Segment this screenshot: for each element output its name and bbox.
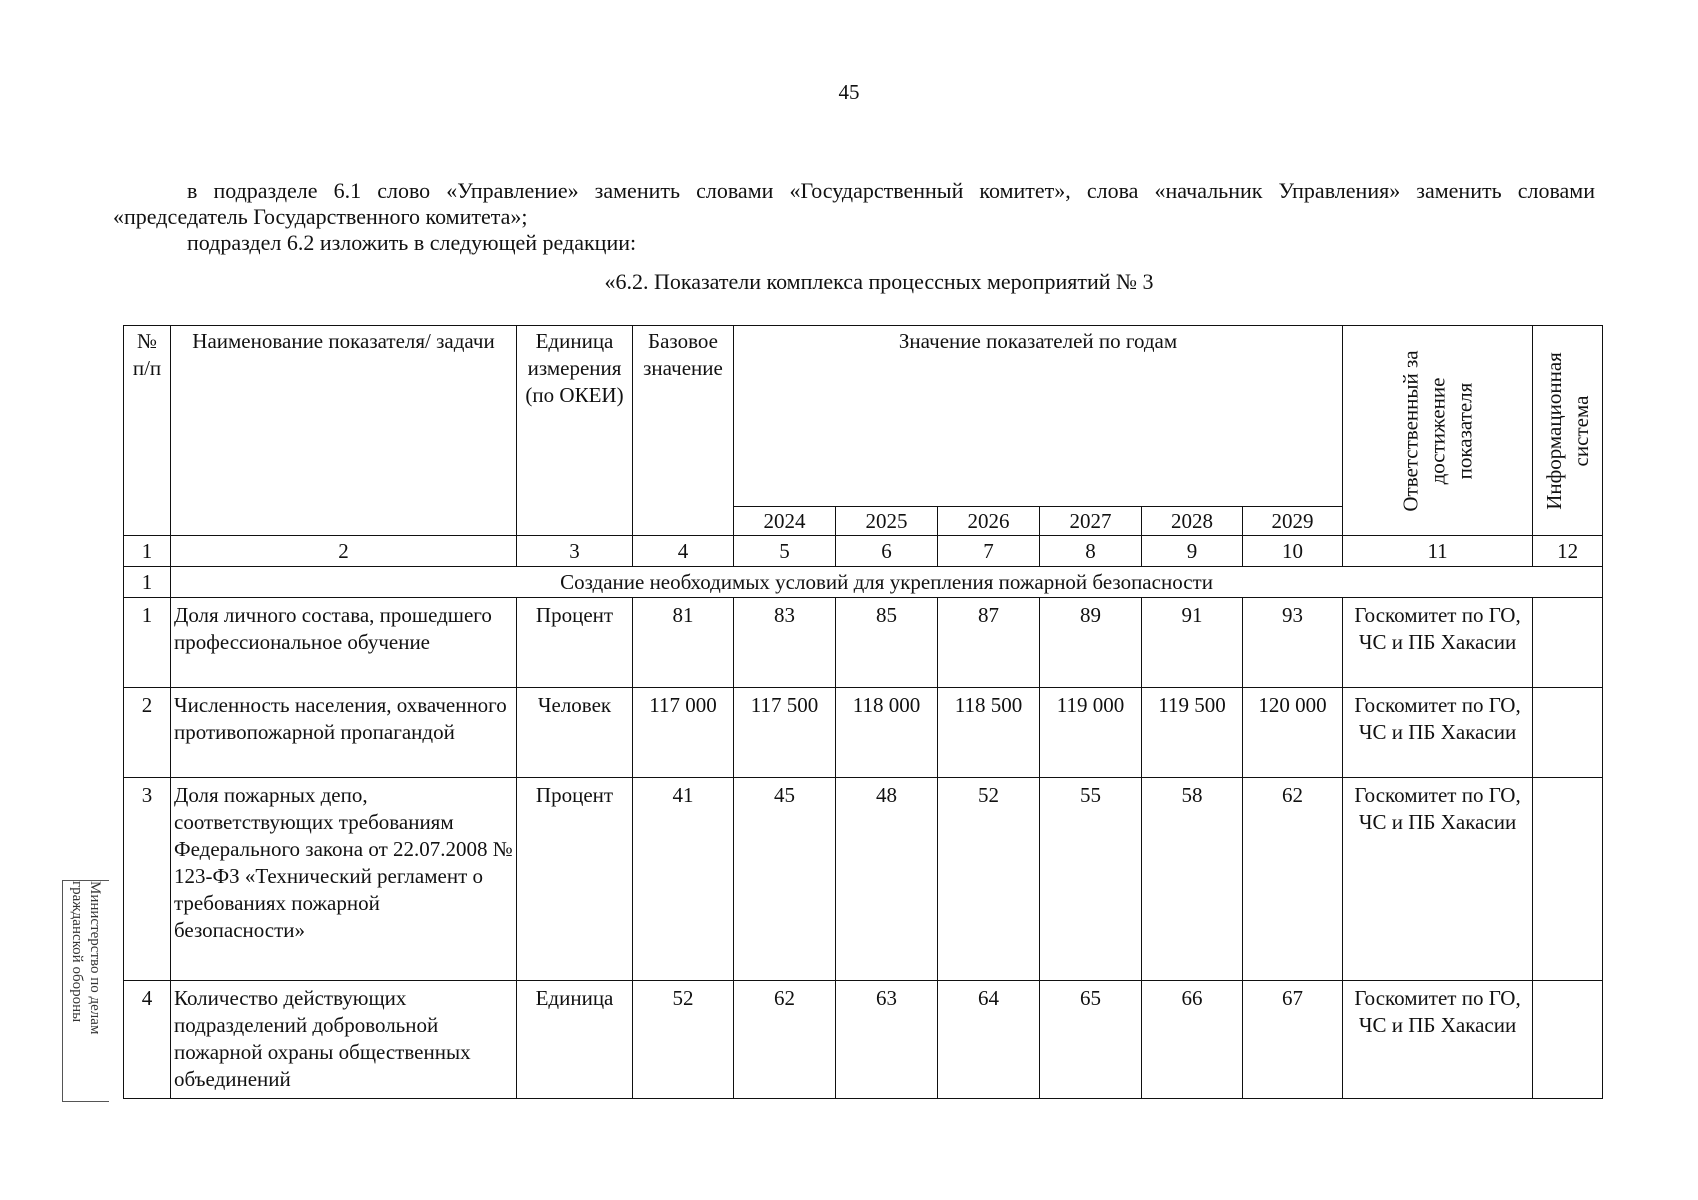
column-number: 4	[633, 536, 734, 567]
table-row	[124, 778, 1603, 981]
header-responsible	[1343, 326, 1533, 536]
column-number: 6	[836, 536, 938, 567]
value-2028: 91	[1142, 598, 1243, 688]
page-number: 45	[838, 80, 860, 104]
indicators-table	[123, 325, 1603, 1099]
value-2025: 118 000	[836, 688, 938, 778]
info-system	[1533, 598, 1603, 688]
value-2029: 67	[1243, 981, 1343, 1099]
table-title: «6.2. Показатели комплекса процессных мероприятий № 3	[604, 269, 1154, 294]
column-number: 11	[1343, 536, 1533, 567]
header-base: Базовое значение	[633, 326, 734, 536]
responsible: Госкомитет по ГО, ЧС и ПБ Хакасии	[1343, 981, 1533, 1099]
section-title: Создание необходимых условий для укрепления пожарной безопасности	[171, 567, 1603, 598]
responsible: Госкомитет по ГО, ЧС и ПБ Хакасии	[1343, 778, 1533, 981]
row-number: 4	[124, 981, 171, 1099]
value-2029: 62	[1243, 778, 1343, 981]
value-2024: 83	[734, 598, 836, 688]
column-number: 2	[171, 536, 517, 567]
table-row	[124, 598, 1603, 688]
year-2028: 2028	[1142, 507, 1243, 536]
table-row	[124, 688, 1603, 778]
indicator-unit: Процент	[517, 778, 633, 981]
value-2025: 48	[836, 778, 938, 981]
header-row-top	[124, 326, 1603, 507]
responsible: Госкомитет по ГО, ЧС и ПБ Хакасии	[1343, 688, 1533, 778]
value-2025: 85	[836, 598, 938, 688]
header-info-system-text: Информационная система	[1541, 351, 1593, 510]
indicator-name: Численность населения, охваченного противопожарной пропагандой	[171, 688, 517, 778]
column-number: 9	[1142, 536, 1243, 567]
intro-text	[113, 178, 1595, 256]
indicator-name: Доля пожарных депо, соответствующих требованиям Федерального закона от 22.07.2008 № 123-ФЗ «Технический регламент о требованиях пожарной безопасности»	[171, 778, 517, 981]
year-2029: 2029	[1243, 507, 1343, 536]
year-2024: 2024	[734, 507, 836, 536]
header-unit: Единица измерения (по ОКЕИ)	[517, 326, 633, 536]
value-2026: 52	[938, 778, 1040, 981]
value-2029: 93	[1243, 598, 1343, 688]
info-system	[1533, 688, 1603, 778]
info-system	[1533, 981, 1603, 1099]
stamp-text	[68, 881, 104, 1101]
row-number: 1	[124, 598, 171, 688]
responsible: Госкомитет по ГО, ЧС и ПБ Хакасии	[1343, 598, 1533, 688]
value-2026: 64	[938, 981, 1040, 1099]
value-2028: 58	[1142, 778, 1243, 981]
stamp-line-1: Министерство по делам	[87, 881, 103, 1035]
column-number: 3	[517, 536, 633, 567]
indicator-name: Доля личного состава, прошедшего профессиональное обучение	[171, 598, 517, 688]
value-2025: 63	[836, 981, 938, 1099]
value-2027: 65	[1040, 981, 1142, 1099]
value-2027: 89	[1040, 598, 1142, 688]
info-system	[1533, 778, 1603, 981]
header-info-system	[1533, 326, 1603, 536]
value-2026: 87	[938, 598, 1040, 688]
column-number: 12	[1533, 536, 1603, 567]
intro-paragraph-2: подраздел 6.2 изложить в следующей редакции:	[187, 230, 637, 255]
row-number: 2	[124, 688, 171, 778]
value-2024: 62	[734, 981, 836, 1099]
header-years-group: Значение показателей по годам	[734, 326, 1343, 507]
column-number: 8	[1040, 536, 1142, 567]
value-2027: 119 000	[1040, 688, 1142, 778]
indicator-name: Количество действующих подразделений добровольной пожарной охраны общественных объединений	[171, 981, 517, 1099]
value-2028: 119 500	[1142, 688, 1243, 778]
indicator-unit: Процент	[517, 598, 633, 688]
row-number: 3	[124, 778, 171, 981]
column-number: 10	[1243, 536, 1343, 567]
value-2024: 45	[734, 778, 836, 981]
table-row	[124, 981, 1603, 1099]
value-2027: 55	[1040, 778, 1142, 981]
column-number-row	[124, 536, 1603, 567]
value-2029: 120 000	[1243, 688, 1343, 778]
indicator-unit: Единица	[517, 981, 633, 1099]
header-name: Наименование показателя/ задачи	[171, 326, 517, 536]
indicator-unit: Человек	[517, 688, 633, 778]
base-value: 117 000	[633, 688, 734, 778]
section-number: 1	[124, 567, 171, 598]
intro-paragraph-1: в подразделе 6.1 слово «Управление» заменить словами «Государственный комитет», слова «начальник Управления» заменить словами «председатель Государственного комитета»;	[113, 178, 1595, 229]
section-row	[124, 567, 1603, 598]
value-2024: 117 500	[734, 688, 836, 778]
year-2027: 2027	[1040, 507, 1142, 536]
year-2026: 2026	[938, 507, 1040, 536]
header-num: № п/п	[124, 326, 171, 536]
value-2028: 66	[1142, 981, 1243, 1099]
stamp-line-2: гражданской обороны	[69, 881, 85, 1023]
column-number: 1	[124, 536, 171, 567]
column-number: 5	[734, 536, 836, 567]
base-value: 41	[633, 778, 734, 981]
value-2026: 118 500	[938, 688, 1040, 778]
base-value: 81	[633, 598, 734, 688]
year-2025: 2025	[836, 507, 938, 536]
registration-stamp	[62, 880, 109, 1102]
base-value: 52	[633, 981, 734, 1099]
column-number: 7	[938, 536, 1040, 567]
header-responsible-text: Ответственный за достижение показателя	[1398, 349, 1477, 512]
